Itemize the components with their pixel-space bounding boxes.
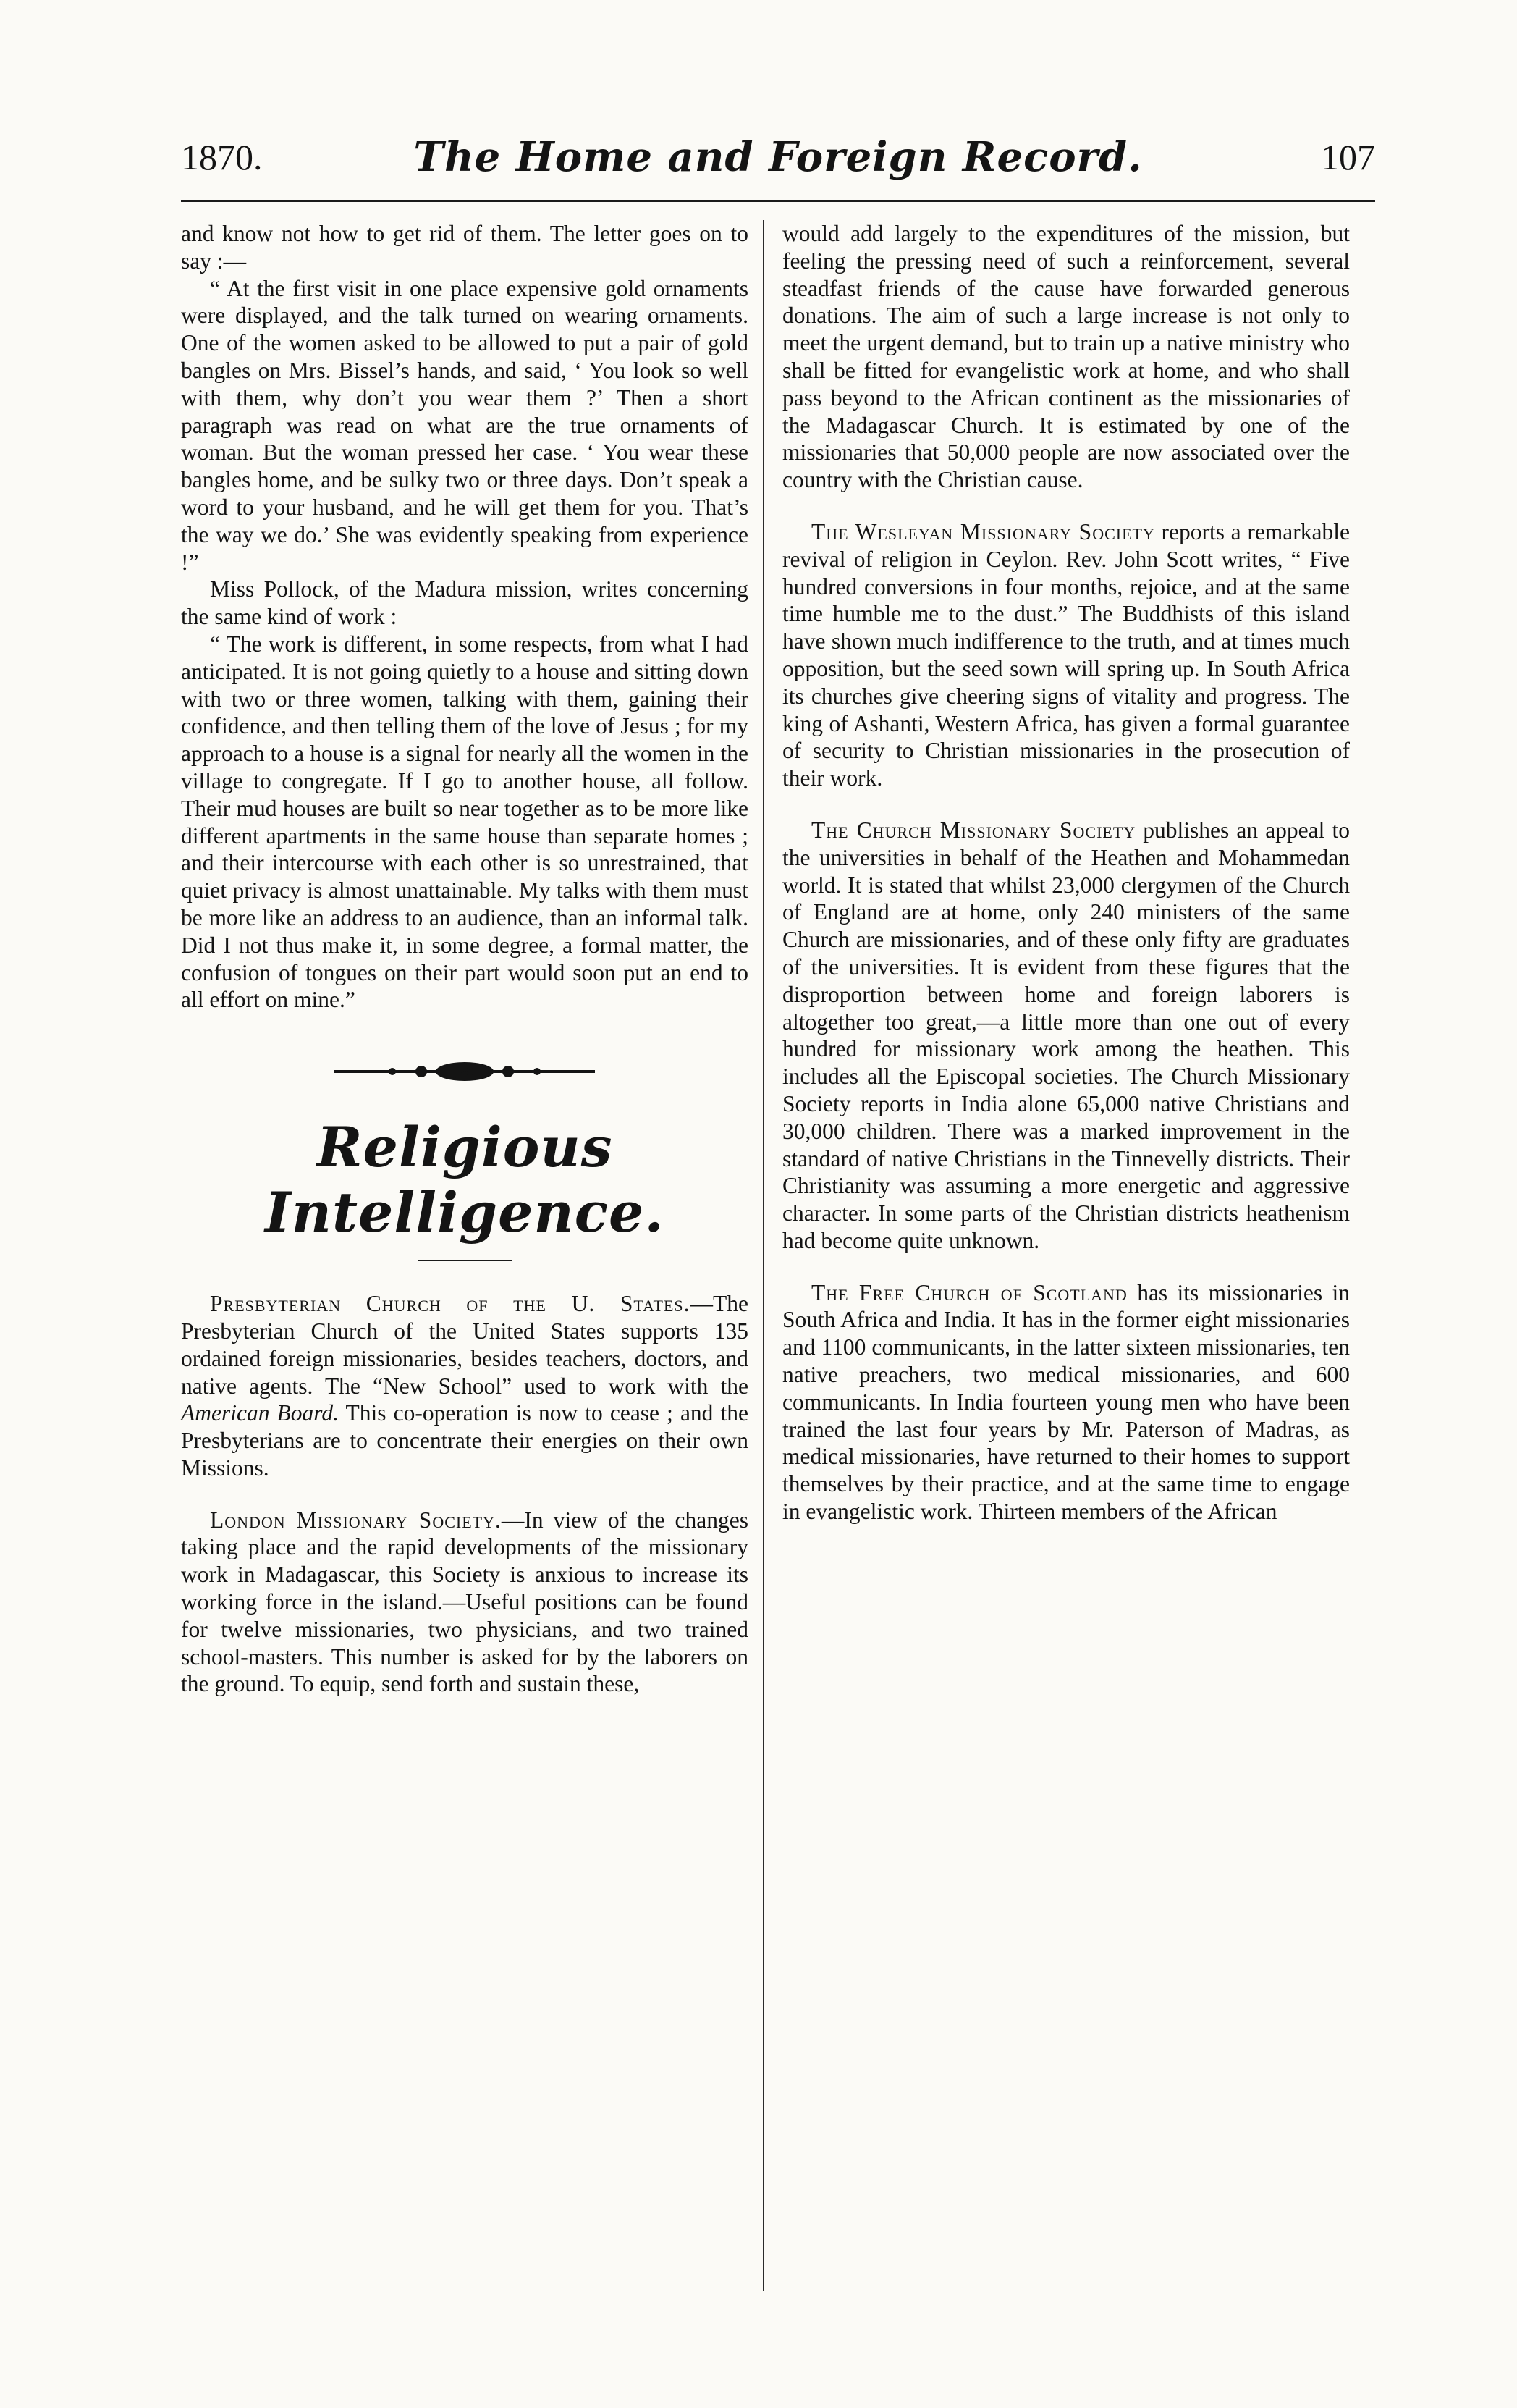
free-church-text: has its missionaries in South Africa and India. It has in the former eight missionaries and 1100 communicants, in the latter sixteen missionaries, ten native preachers, two medical missionaries, and 600 communicants. In India fourteen young men who have been trained the last four years by Mr. Paterson of Madras, as medical missionaries, have returned to their homes to support themselves by their practice, and at the same time to engage in evangelistic work. Thirteen members of the African xyxy=(782,1279,1350,1525)
page-number: 107 xyxy=(1321,137,1375,177)
presbyterian-text-1: —The Presbyterian Church of the United States supports 135 ordained foreign missionaries, besides teachers, doctors, and native agents. The “New School” used to work with the xyxy=(181,1291,748,1399)
left-quote-pollock: “ The work is different, in some respects, from what I had anticipated. It is not going quietly to a house and sitting down with two or three women, talking with them, gaining their confidence, and then telling them of the love of Jesus ; for my approach to a house is a signal for nearly all the women in the village to congregate. If I go to another house, all follow. Their mud houses are built so near together as to be more like different apartments in the same house than separate homes ; and their intercourse with each other is so unrestrained, that quiet privacy is almost unattainable. My talks with them must be more like an address to an audience, than an informal talk. Did I not thus make it, in some degree, a formal matter, the confusion of tongues on their part would soon put an end to all effort on mine.” xyxy=(181,631,748,1013)
ornament-divider-icon xyxy=(334,1057,595,1086)
cms-heading: The Church Missionary Society xyxy=(811,817,1136,843)
header-rule xyxy=(181,200,1375,202)
right-paragraph-1: would add largely to the expenditures of the mission, but feeling the pressing need of such a reinforcement, several steadfast friends of the cause have forwarded generous donations. The aim of such a large increase is not only to meet the urgent demand, but to train up a native ministry who shall be fitted for evangelistic work at home, and who shall pass beyond to the African continent as the missionaries of the Madagascar Church. It is estimated by one of the missionaries that 50,000 people are now associated over the country with the Christian cause. xyxy=(782,221,1350,493)
presbyterian-heading: Presbyterian Church of the U. States. xyxy=(210,1291,690,1317)
wesleyan-paragraph xyxy=(782,518,1350,792)
right-column xyxy=(782,220,1350,2320)
column-divider xyxy=(763,220,764,2291)
header-year: 1870. xyxy=(181,137,263,177)
presbyterian-text-2: This co-operation is now to cease ; and the Presbyterians are to concentrate their energies on their own Missions. xyxy=(181,1400,748,1481)
left-paragraph-1: and know not how to get rid of them. The letter goes on to say :— xyxy=(181,221,748,274)
presbyterian-paragraph xyxy=(181,1290,748,1482)
section-rule xyxy=(418,1260,512,1261)
left-paragraph-pollock: Miss Pollock, of the Madura mission, writes concerning the same kind of work : xyxy=(181,576,748,630)
wesleyan-text: reports a remarkable revival of religion in Ceylon. Rev. John Scott writes, “ Five hundred conversions in four months, rejoice, and at the same time humble me to the dust.” The Buddhists of this island have shown much indifference to the truth, and at times much opposition, but the seed sown will spring up. In South Africa its churches give cheering signs of vitality and progress. The king of Ashanti, Western Africa, has given a formal guarantee of security to Christian missionaries in the prosecution of their work. xyxy=(782,518,1350,791)
running-header xyxy=(181,133,1375,187)
free-church-heading: The Free Church of Scotland xyxy=(811,1279,1128,1305)
wesleyan-heading: The Wesleyan Missionary Society xyxy=(811,518,1155,544)
cms-text: publishes an appeal to the universities in behalf of the Heathen and Mohammedan world. It is stated that whilst 23,000 clergymen of the Church of England are at home, only 240 ministers of the same Church are missionaries, and of these only fifty are graduates of the universities. It is evident from these figures that the disproportion between home and foreign laborers is altogether too great,—a little more than one out of every hundred for missionary work among the heathen. This includes all the Episcopal societies. The Church Missionary Society reports in India alone 65,000 native Christians and 30,000 children. There was a marked improvement in the standard of native Christians in the Tinnevelly districts. Their Christianity was assuming a more energetic and aggressive character. In some parts of the Christian districts heathenism had become quite unknown. xyxy=(782,817,1350,1253)
header-title: The Home and Foreign Record. xyxy=(413,133,1143,181)
lms-paragraph xyxy=(181,1507,748,1698)
cms-paragraph xyxy=(782,817,1350,1255)
presbyterian-emphasis: American Board. xyxy=(181,1400,339,1426)
left-column xyxy=(181,220,748,2320)
lms-heading: London Missionary Society. xyxy=(210,1507,502,1533)
free-church-paragraph xyxy=(782,1279,1350,1525)
lms-text: —In view of the changes taking place and the rapid developments of the missionary work in Madagascar, this Society is anxious to increase its working force in the island.—Useful positions can be found for twelve missionaries, two physicians, and two trained school-masters. This number is asked for by the laborers on the ground. To equip, send forth and sustain these, xyxy=(181,1507,748,1697)
section-title: Religious Intelligence. xyxy=(265,1115,664,1245)
left-quote-bangles: “ At the first visit in one place expensive gold ornaments were displayed, and the talk turned on wearing ornaments. One of the women asked to be allowed to put a pair of gold bangles on Mrs. Bissel’s hands, and said, ‘ You look so well with them, why don’t you wear them ?’ Then a short paragraph was read on what are the true ornaments of woman. But the woman pressed her case. ‘ You wear these bangles home, and be sulky two or three days. Don’t speak a word to your husband, and he will get them for you. That’s the way we do.’ She was evidently speaking from experience !” xyxy=(181,275,748,575)
